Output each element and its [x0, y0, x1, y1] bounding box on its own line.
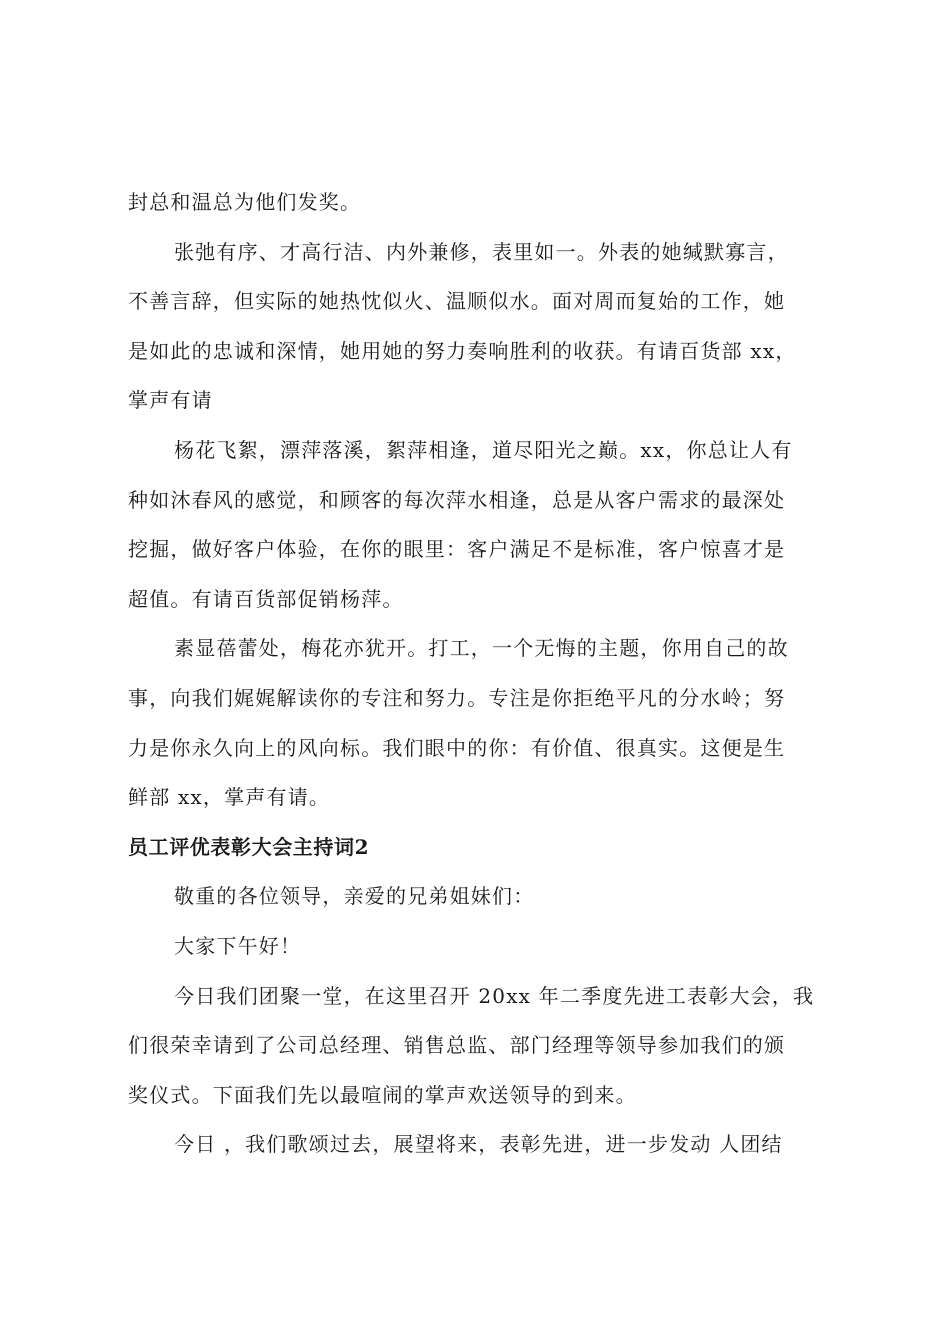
- paragraph-good-afternoon: [128, 922, 830, 972]
- paragraph-host-intro-2: [128, 426, 830, 624]
- text-line: 今日我们团聚一堂，在这里召开 20xx 年二季度先进工表彰大会，我: [174, 983, 815, 1008]
- section-heading: 员工评优表彰大会主持词2: [128, 834, 370, 859]
- document-page: [128, 178, 830, 1170]
- text-line: 今日 ，我们歌颂过去，展望将来，表彰先进，进一步发动 人团结: [174, 1132, 783, 1157]
- paragraph-host-intro-1: [128, 228, 830, 426]
- paragraph-today: [128, 1120, 830, 1170]
- text-line: 是如此的忠诚和深情，她用她的努力奏响胜利的收获。有请百货部 xx，: [128, 338, 797, 363]
- text-line: 力是你永久向上的风向标。我们眼中的你：有价值、很真实。这便是生: [128, 735, 786, 760]
- paragraph-greeting: [128, 872, 830, 922]
- text-line: 敬重的各位领导，亲爱的兄弟姐妹们：: [174, 884, 535, 909]
- text-line: 不善言辞，但实际的她热忱似火、温顺似水。面对周而复始的工作，她: [128, 289, 786, 314]
- text-line: 们很荣幸请到了公司总经理、销售总监、部门经理等领导参加我们的颁: [128, 1033, 786, 1058]
- paragraph-opening: [128, 972, 830, 1121]
- text-line: 封总和温总为他们发奖。: [128, 190, 362, 214]
- text-line: 张弛有序、才高行洁、内外兼修，表里如一。外表的她缄默寡言，: [174, 239, 789, 264]
- text-line: 奖仪式。下面我们先以最喧闹的掌声欢送领导的到来。: [128, 1082, 637, 1107]
- text-line: 事，向我们娓娓解读你的专注和努力。专注是你拒绝平凡的分水岭；努: [128, 685, 786, 710]
- text-line: 素显蓓蕾处，梅花亦犹开。打工，一个无悔的主题，你用自己的故: [174, 636, 789, 661]
- text-line: 种如沐春风的感觉，和顾客的每次萍水相逢，总是从客户需求的最深处: [128, 487, 786, 512]
- text-line: 鲜部 xx，掌声有请。: [128, 785, 331, 810]
- text-line: 掌声有请: [128, 388, 213, 413]
- text-line: 超值。有请百货部促销杨萍。: [128, 586, 404, 611]
- paragraph-award-closing: [128, 178, 830, 228]
- text-line: 大家下午好！: [174, 933, 302, 958]
- text-line: 挖掘，做好客户体验，在你的眼里：客户满足不是标准，客户惊喜才是: [128, 537, 786, 562]
- paragraph-host-intro-3: [128, 624, 830, 822]
- text-line: 杨花飞絮，漂萍落溪，絮萍相逢，道尽阳光之巅。xx，你总让人有: [174, 437, 793, 462]
